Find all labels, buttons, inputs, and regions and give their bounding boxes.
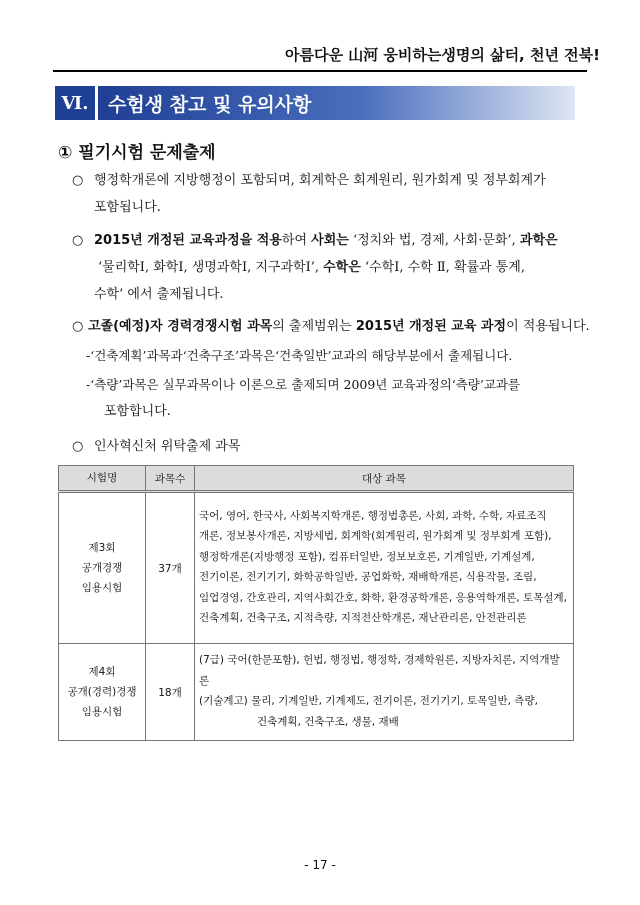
item-3-bold-1: 고졸(예정)자 경력경쟁시험 과목 [88,319,273,334]
item-3-text-1: 의 출제범위는 [272,319,356,334]
subjects-line: 건축계획, 건축구조, 지적측량, 지적전산학개론, 재난관리론, 안전관리론 [199,612,527,624]
subjects-line: 국어, 영어, 한국사, 사회복지학개론, 행정법총론, 사회, 과학, 수학, 자료조직 [199,509,547,522]
subject-count-cell: 18개 [146,644,195,741]
exam-name-line: 임용시험 [81,582,123,594]
item-1-line-2: 포함됩니다. [94,200,161,215]
page-number: - 17 - [304,858,336,872]
subjects-line: (기술계고) 물리, 기계일반, 기계제도, 전기이론, 전기기기, 토목일반, 측량, [199,695,538,707]
item-3-sub-2-cont: 포함합니다. [104,404,171,419]
bullet-circle-icon: ○ [72,173,84,188]
subjects-table [58,465,574,741]
item-3-text-2: 이 적용됩니다. [506,319,590,334]
item-3-line-1 [72,318,590,335]
chapter-banner [55,86,575,120]
chapter-title: 수험생 참고 및 유의사항 [98,86,575,120]
exam-name-line: 임용시험 [81,706,123,718]
subjects-line: 개론, 정보봉사개론, 지방세법, 회계학(회계원리, 원가회계 및 정부회계 포함), [199,530,552,542]
table-row [59,492,574,644]
bullet-circle-icon: ○ [72,233,84,248]
item-2-line-3: 수학’ 에서 출제됩니다. [94,287,224,302]
item-2-bold-3: 과학은 [519,233,558,248]
exam-name-line: 제3회 [88,542,116,554]
subjects-line: 전기이론, 전기기기, 화학공학일반, 공업화학, 재배학개론, 식용작물, 조림, [199,571,537,583]
item-1-line-1 [72,172,546,189]
header-slogan: 아름다운 山河 웅비하는생명의 삶터, 천년 전북! [285,46,600,64]
item-2-bold-1: 2015년 개정된 교육과정을 적용 [94,233,282,248]
item-3-sub-1: -‘건축계획’과목과‘건축구조’과목은‘건축일반’교과의 해당부분에서 출제됩니다. [86,348,513,363]
exam-name-cell [59,644,146,741]
chapter-number: Ⅵ. [55,86,98,120]
header-subject-count: 과목수 [146,466,195,492]
subjects-cell [195,492,574,644]
table-row [59,644,574,741]
item-4-line [72,438,240,455]
subjects-cell [195,644,574,741]
exam-name-line: 공개(경력)경쟁 [67,686,137,698]
subject-count-cell: 37개 [146,492,195,644]
section-title: ① 필기시험 문제출제 [58,143,216,163]
header-exam-name: 시험명 [59,466,146,492]
exam-name-line: 공개경쟁 [81,562,123,574]
item-2-line-2 [98,259,525,276]
item-2-text-4: ‘수학Ⅰ, 수학 Ⅱ, 확률과 통계, [360,260,525,275]
bullet-circle-icon: ○ [72,319,84,334]
item-2-bold-4: 수학은 [323,260,361,275]
subjects-line: 행정학개론(지방행정 포함), 컴퓨터일반, 정보보호론, 기계일반, 기계설계, [199,550,535,563]
item-2-line-1 [72,232,558,249]
item-3-bold-2: 2015년 개정된 교육 과정 [355,319,507,334]
header-subjects: 대상 과목 [195,466,574,492]
item-2-bold-2: 사회는 [311,233,349,248]
item-1-text: 행정학개론에 지방행정이 포함되며, 회계학은 회계원리, 원가회계 및 정부회계가 [94,173,546,188]
item-3-sub-2: -‘측량’과목은 실무과목이나 이론으로 출제되며 2009년 교육과정의‘측량’교과를 [86,377,521,392]
item-2-text-2: ‘정치와 법, 경제, 사회·문화’, [348,233,520,248]
item-2-text-1: 하여 [281,233,312,248]
subjects-line: 임업경영, 간호관리, 지역사회간호, 화학, 환경공학개론, 응용역학개론, 토목설계, [199,591,567,604]
item-2-text-3: ‘물리학Ⅰ, 화학Ⅰ, 생명과학Ⅰ, 지구과학Ⅰ’, [98,260,324,275]
subjects-line: 건축계획, 건축구조, 생물, 재배 [257,715,399,728]
exam-name-cell [59,492,146,644]
table-header-row [59,466,574,492]
exam-name-line: 제4회 [88,666,116,678]
subjects-line: (7급) 국어(한문포함), 헌법, 행정법, 행정학, 경제학원론, 지방자치론, 지역개발론 [199,654,560,687]
item-4-text: 인사혁신처 위탁출제 과목 [94,439,241,454]
bullet-circle-icon: ○ [72,439,84,454]
header-rule [53,70,587,72]
